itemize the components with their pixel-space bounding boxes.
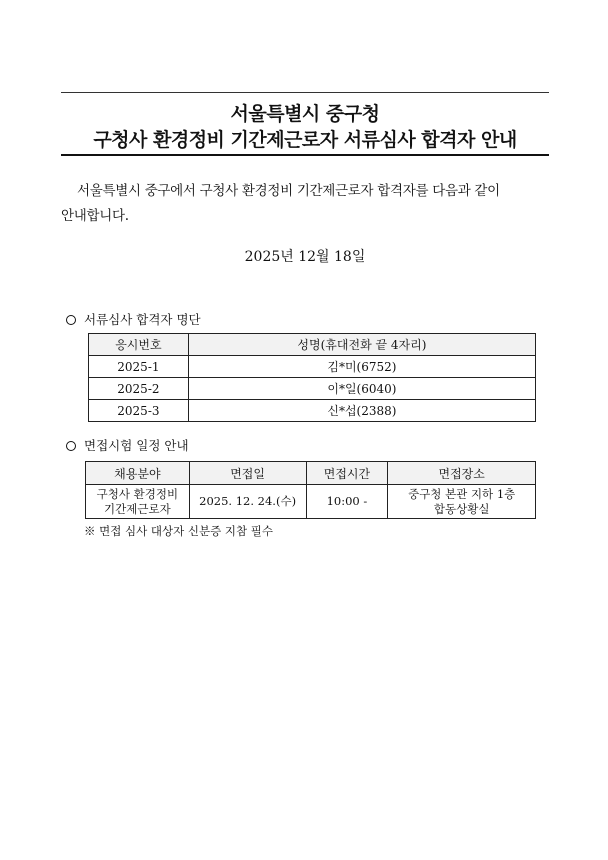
circle-bullet-icon	[66, 315, 76, 325]
section-heading-text: 서류심사 합격자 명단	[84, 312, 201, 327]
place-line-2: 합동상황실	[433, 501, 490, 516]
intro-paragraph	[61, 179, 549, 229]
bottom-rule	[61, 154, 549, 156]
table-header-row	[86, 462, 536, 485]
table-cell: 김*미(6752)	[188, 356, 535, 378]
column-header: 채용분야	[86, 462, 190, 485]
table-cell-place	[388, 485, 536, 519]
intro-line-2: 안내합니다.	[61, 208, 129, 224]
top-rule	[61, 92, 549, 93]
table-cell: 이*일(6040)	[188, 378, 535, 400]
section-heading-text: 면접시험 일정 안내	[84, 438, 189, 453]
table-header-row	[89, 334, 536, 356]
column-header: 면접일	[189, 462, 306, 485]
interview-table	[85, 461, 536, 519]
table-row	[89, 400, 536, 422]
section-heading-passers	[66, 310, 201, 328]
title-line-2: 구청사 환경정비 기간제근로자 서류심사 합격자 안내	[93, 129, 517, 151]
field-line-1: 구청사 환경정비	[96, 486, 179, 501]
column-header: 면접시간	[306, 462, 388, 485]
table-row	[89, 378, 536, 400]
notice-date: 2025년 12월 18일	[244, 249, 366, 265]
section-heading-interview	[66, 436, 189, 454]
footnote: ※ 면접 심사 대상자 신분증 지참 필수	[84, 524, 273, 538]
field-line-2: 기간제근로자	[104, 501, 171, 516]
circle-bullet-icon	[66, 441, 76, 451]
column-header: 면접장소	[388, 462, 536, 485]
intro-line-1: 서울특별시 중구에서 구청사 환경정비 기간제근로자 합격자를 다음과 같이	[77, 183, 500, 199]
table-row	[89, 356, 536, 378]
passers-table	[88, 333, 536, 422]
table-cell: 2025-2	[89, 378, 189, 400]
column-header: 응시번호	[89, 334, 189, 356]
column-header: 성명(휴대전화 끝 4자리)	[188, 334, 535, 356]
table-cell-date: 2025. 12. 24.(수)	[189, 485, 306, 519]
table-row	[86, 485, 536, 519]
table-cell: 신*섭(2388)	[188, 400, 535, 422]
title-line-1: 서울특별시 중구청	[230, 103, 380, 125]
table-cell: 2025-1	[89, 356, 189, 378]
table-cell: 2025-3	[89, 400, 189, 422]
place-line-1: 중구청 본관 지하 1층	[408, 486, 516, 501]
table-cell-time: 10:00 -	[306, 485, 388, 519]
table-cell-field	[86, 485, 190, 519]
